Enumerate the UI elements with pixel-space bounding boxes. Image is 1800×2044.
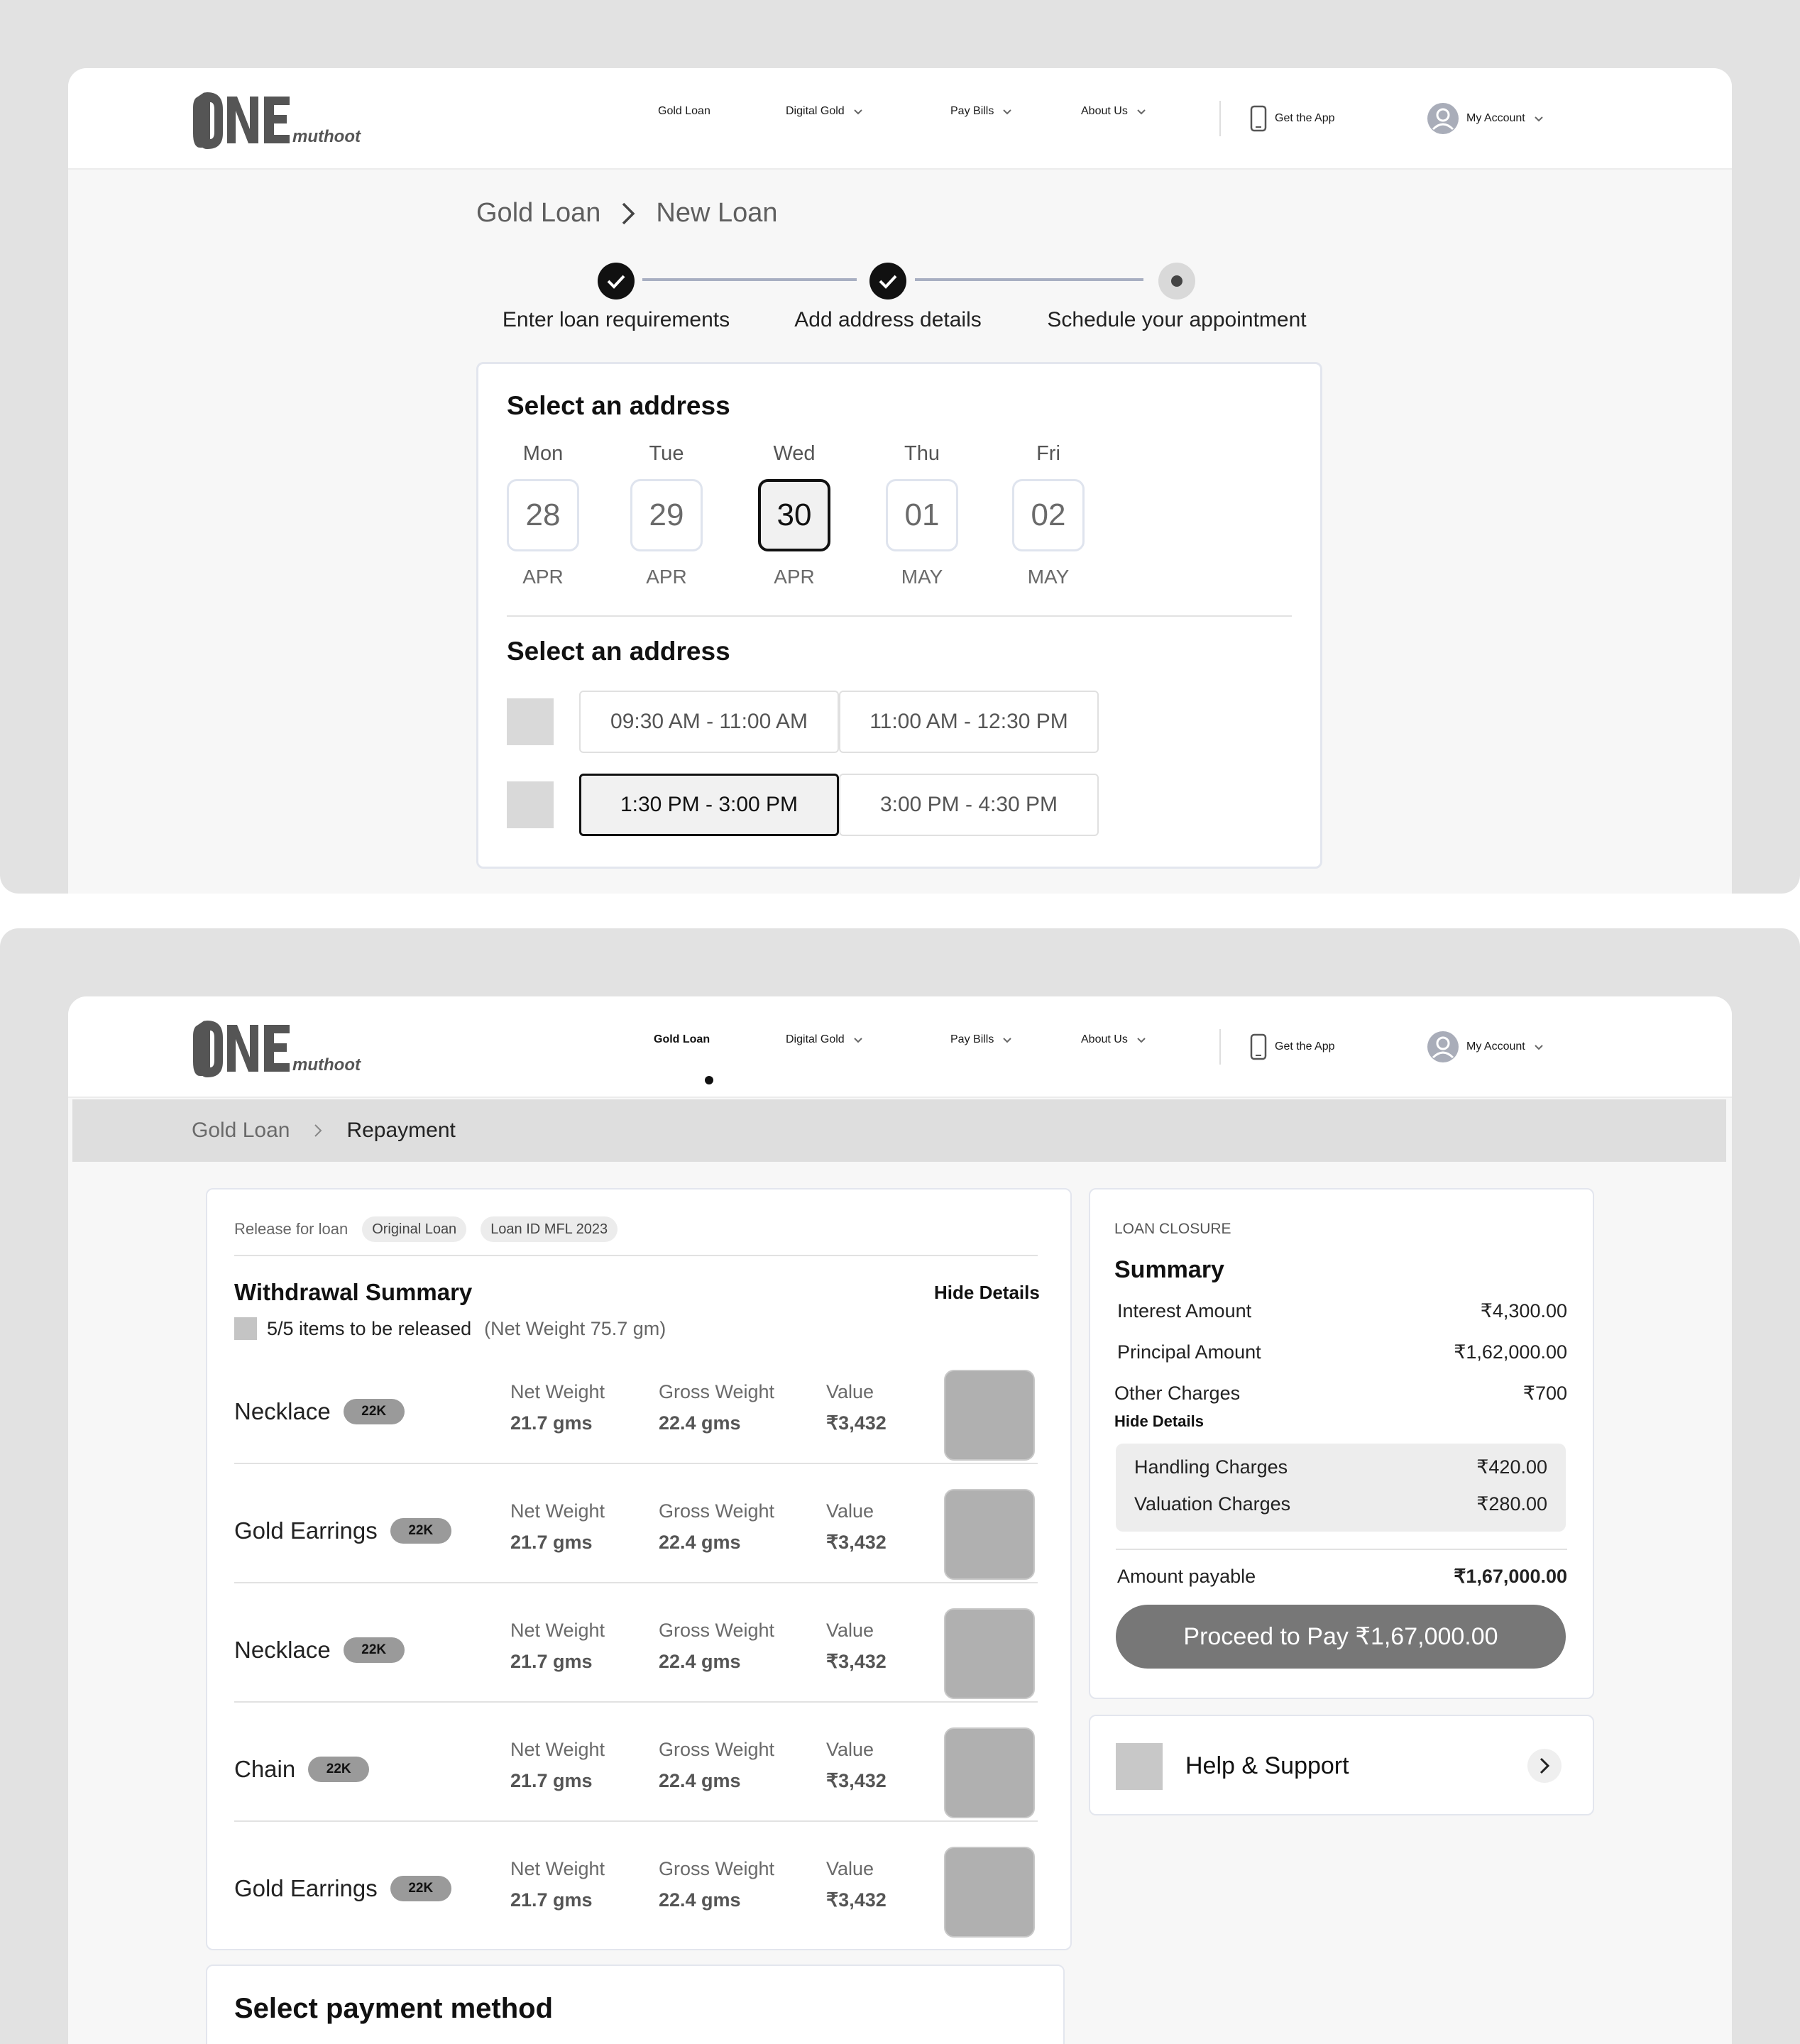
nav-pay-bills-label: Pay Bills: [950, 105, 994, 117]
loan-closure-eyebrow: LOAN CLOSURE: [1114, 1221, 1231, 1237]
net-weight-label: Net Weight: [510, 1620, 605, 1641]
value-amount: ₹3,432: [826, 1532, 887, 1553]
value-amount: ₹3,432: [826, 1651, 887, 1672]
net-weight-value: 21.7 gms: [510, 1651, 593, 1672]
payable-label: Amount payable: [1117, 1566, 1256, 1587]
day-name: Mon: [522, 442, 564, 465]
select-all-checkbox[interactable]: [234, 1317, 257, 1340]
divider: [234, 1701, 1038, 1703]
nav-digital-gold[interactable]: [786, 1033, 865, 1046]
other-charges-label: Other Charges: [1114, 1383, 1241, 1404]
step-1-label: Enter loan requirements: [502, 308, 730, 331]
nav-divider: [1219, 1029, 1221, 1065]
day-name: Thu: [904, 442, 940, 465]
item-image: [944, 1370, 1035, 1461]
chevron-right-icon: [314, 1123, 322, 1138]
interest-label: Interest Amount: [1117, 1300, 1252, 1322]
nav-about-us-label: About Us: [1081, 105, 1128, 117]
payable-value: ₹1,67,000.00: [1454, 1566, 1567, 1587]
valuation-row: [1134, 1493, 1547, 1515]
app-window: [68, 996, 1732, 2044]
other-charges-row: [1114, 1383, 1567, 1405]
valuation-value: ₹280.00: [1476, 1493, 1547, 1515]
step-2-done: [869, 263, 906, 300]
hide-details-link[interactable]: Hide Details: [1114, 1412, 1204, 1430]
avatar-icon: [1427, 102, 1459, 135]
nav-my-account-label: My Account: [1466, 112, 1525, 124]
app-window: [68, 68, 1732, 894]
nav-digital-gold[interactable]: [786, 105, 865, 118]
slot-1330-selected[interactable]: 1:30 PM - 3:00 PM: [579, 774, 839, 836]
avatar-icon: [1427, 1031, 1459, 1063]
day-month: MAY: [1027, 566, 1070, 588]
breadcrumb-parent[interactable]: Gold Loan: [476, 198, 601, 228]
help-support-card[interactable]: [1089, 1715, 1594, 1815]
divider: [234, 1820, 1038, 1822]
nav-about-us[interactable]: [1081, 105, 1148, 118]
nav-get-app-label: Get the App: [1275, 1040, 1335, 1053]
divider: [507, 615, 1292, 617]
nav-pay-bills-label: Pay Bills: [950, 1033, 994, 1045]
breadcrumb-current: New Loan: [656, 198, 778, 228]
active-indicator: [705, 1076, 713, 1084]
item-name-text: Necklace: [234, 1398, 331, 1424]
day-30-selected[interactable]: 30: [758, 479, 830, 551]
chevron-down-icon: [1135, 1033, 1148, 1046]
loan-id-tag: Loan ID MFL 2023: [481, 1216, 618, 1242]
chevron-down-icon: [1532, 112, 1545, 125]
nav-my-account[interactable]: [1427, 102, 1545, 135]
original-loan-tag: Original Loan: [362, 1216, 466, 1242]
slot-row-icon: [507, 781, 554, 828]
day-29[interactable]: 29: [630, 479, 703, 551]
nav-gold-loan-label: Gold Loan: [658, 105, 710, 117]
karat-badge: 22K: [390, 1876, 451, 1901]
check-icon: [598, 263, 635, 300]
net-weight-label: Net Weight: [510, 1500, 605, 1522]
item-name: [234, 1517, 451, 1544]
hide-details-link[interactable]: Hide Details: [934, 1282, 1040, 1303]
item-image: [944, 1727, 1035, 1818]
day-month: MAY: [901, 566, 943, 588]
gross-weight-value: 22.4 gms: [659, 1651, 741, 1672]
release-label: Release for loan: [234, 1220, 349, 1238]
handling-row: [1134, 1456, 1547, 1478]
handling-value: ₹420.00: [1476, 1456, 1547, 1478]
nav-pay-bills[interactable]: [950, 105, 1014, 118]
dot-icon: [1158, 263, 1195, 300]
divider: [234, 1255, 1038, 1256]
help-icon: [1116, 1743, 1163, 1790]
nav-gold-loan-label: Gold Loan: [654, 1033, 710, 1045]
payable-row: [1117, 1566, 1567, 1588]
breadcrumb: [72, 1099, 1726, 1162]
interest-row: [1117, 1300, 1567, 1322]
item-name: [234, 1637, 405, 1664]
interest-value: ₹4,300.00: [1480, 1300, 1567, 1322]
value-label: Value: [826, 1381, 874, 1402]
karat-badge: 22K: [390, 1518, 451, 1544]
net-weight-label: Net Weight: [510, 1858, 605, 1879]
gross-weight-value: 22.4 gms: [659, 1412, 741, 1434]
nav-about-us[interactable]: [1081, 1033, 1148, 1046]
payment-method-title: Select payment method: [234, 1993, 554, 2024]
list-item: [234, 1475, 1038, 1594]
phone-icon: [1249, 105, 1268, 132]
net-weight-value: 21.7 gms: [510, 1770, 593, 1791]
slot-0930[interactable]: 09:30 AM - 11:00 AM: [579, 691, 839, 753]
withdrawal-title: Withdrawal Summary: [234, 1279, 473, 1305]
principal-row: [1117, 1341, 1567, 1363]
item-name-text: Gold Earrings: [234, 1875, 378, 1901]
breadcrumb-parent[interactable]: Gold Loan: [192, 1119, 290, 1142]
time-section-title: Select an address: [507, 637, 730, 666]
nav-get-app[interactable]: [1249, 105, 1335, 132]
nav-gold-loan-active[interactable]: [654, 1033, 710, 1046]
item-image: [944, 1489, 1035, 1580]
nav-pay-bills[interactable]: [950, 1033, 1014, 1046]
divider: [234, 1582, 1038, 1583]
list-item: [234, 1713, 1038, 1833]
charges-breakdown: [1116, 1444, 1566, 1532]
karat-badge: 22K: [308, 1757, 369, 1782]
gross-weight-value: 22.4 gms: [659, 1532, 741, 1553]
nav-my-account-label: My Account: [1466, 1040, 1525, 1053]
one-muthoot-logo[interactable]: [192, 1018, 376, 1079]
date-section-title: Select an address: [507, 391, 730, 420]
slot-1100[interactable]: 11:00 AM - 12:30 PM: [839, 691, 1099, 753]
karat-badge: 22K: [344, 1399, 405, 1424]
net-weight-label: Net Weight: [510, 1381, 605, 1402]
breadcrumb: [476, 198, 778, 229]
divider: [1116, 1549, 1567, 1550]
nav-gold-loan[interactable]: [658, 105, 710, 118]
net-weight-value: 21.7 gms: [510, 1889, 593, 1911]
withdrawal-card: [206, 1188, 1072, 1950]
slot-1500[interactable]: 3:00 PM - 4:30 PM: [839, 774, 1099, 836]
proceed-to-pay-button[interactable]: Proceed to Pay ₹1,67,000.00: [1116, 1605, 1566, 1669]
item-name: [234, 1875, 451, 1902]
step-connector: [915, 278, 1143, 281]
day-name: Tue: [649, 442, 684, 465]
chevron-right-icon[interactable]: [1527, 1749, 1562, 1783]
svg-text:muthoot: muthoot: [292, 1055, 361, 1075]
screen-new-loan: [0, 0, 1800, 894]
top-header: [68, 996, 1732, 1098]
release-count-row: [234, 1317, 666, 1340]
summary-title: Summary: [1114, 1256, 1224, 1283]
item-name-text: Chain: [234, 1756, 296, 1782]
day-02[interactable]: 02: [1012, 479, 1085, 551]
nav-my-account[interactable]: [1427, 1031, 1545, 1063]
day-month: APR: [646, 566, 687, 588]
gross-weight-label: Gross Weight: [659, 1500, 775, 1522]
value-amount: ₹3,432: [826, 1889, 887, 1911]
day-01[interactable]: 01: [886, 479, 958, 551]
gross-weight-value: 22.4 gms: [659, 1770, 741, 1791]
chevron-down-icon: [1532, 1040, 1545, 1053]
net-weight-total: (Net Weight 75.7 gm): [484, 1317, 666, 1339]
chevron-down-icon: [1135, 105, 1148, 118]
karat-badge: 22K: [344, 1637, 405, 1663]
day-name: Fri: [1036, 442, 1060, 465]
net-weight-value: 21.7 gms: [510, 1532, 593, 1553]
svg-text:muthoot: muthoot: [292, 127, 361, 146]
step-1-done: [598, 263, 635, 300]
value-label: Value: [826, 1858, 874, 1879]
check-icon: [869, 263, 906, 300]
divider: [234, 1463, 1038, 1464]
item-name-text: Gold Earrings: [234, 1517, 378, 1544]
nav-get-app-label: Get the App: [1275, 112, 1335, 124]
list-item: [234, 1356, 1038, 1475]
screen-repayment: [0, 928, 1800, 2044]
chevron-down-icon: [1001, 1033, 1014, 1046]
breadcrumb-current: Repayment: [346, 1119, 456, 1142]
item-name-text: Necklace: [234, 1637, 331, 1663]
summary-card: [1089, 1188, 1594, 1699]
gross-weight-label: Gross Weight: [659, 1620, 775, 1641]
gross-weight-value: 22.4 gms: [659, 1889, 741, 1911]
nav-divider: [1219, 101, 1221, 136]
gross-weight-label: Gross Weight: [659, 1739, 775, 1760]
step-connector: [642, 278, 857, 281]
chevron-down-icon: [1001, 105, 1014, 118]
value-label: Value: [826, 1739, 874, 1760]
value-amount: ₹3,432: [826, 1412, 887, 1434]
principal-label: Principal Amount: [1117, 1341, 1261, 1363]
nav-digital-gold-label: Digital Gold: [786, 1033, 845, 1045]
net-weight-label: Net Weight: [510, 1739, 605, 1760]
step-3-label: Schedule your appointment: [1047, 308, 1307, 331]
item-name: [234, 1398, 405, 1425]
item-image: [944, 1608, 1035, 1699]
slot-row-icon: [507, 698, 554, 745]
net-weight-value: 21.7 gms: [510, 1412, 593, 1434]
item-name: [234, 1756, 369, 1783]
value-label: Value: [826, 1620, 874, 1641]
list-item: [234, 1594, 1038, 1713]
other-charges-value: ₹700: [1522, 1383, 1567, 1404]
handling-label: Handling Charges: [1134, 1456, 1288, 1478]
value-amount: ₹3,432: [826, 1770, 887, 1791]
top-header: [68, 68, 1732, 170]
gross-weight-label: Gross Weight: [659, 1381, 775, 1402]
step-3-current: [1158, 263, 1195, 300]
chevron-down-icon: [852, 1033, 865, 1046]
nav-about-us-label: About Us: [1081, 1033, 1128, 1045]
nav-digital-gold-label: Digital Gold: [786, 105, 845, 117]
release-row: [234, 1216, 618, 1242]
item-image: [944, 1847, 1035, 1938]
day-28[interactable]: 28: [507, 479, 579, 551]
phone-icon: [1249, 1033, 1268, 1060]
appointment-card: [476, 362, 1322, 869]
help-support-label: Help & Support: [1185, 1752, 1349, 1779]
value-label: Value: [826, 1500, 874, 1522]
nav-get-app[interactable]: [1249, 1033, 1335, 1060]
day-month: APR: [774, 566, 815, 588]
valuation-label: Valuation Charges: [1134, 1493, 1291, 1515]
payment-method-card: [206, 1965, 1065, 2044]
one-muthoot-logo[interactable]: [192, 89, 376, 150]
chevron-down-icon: [852, 105, 865, 118]
release-count: 5/5 items to be released: [267, 1317, 472, 1339]
list-item: [234, 1833, 1038, 1952]
gross-weight-label: Gross Weight: [659, 1858, 775, 1879]
principal-value: ₹1,62,000.00: [1454, 1341, 1567, 1363]
day-month: APR: [522, 566, 564, 588]
chevron-right-icon: [620, 201, 636, 226]
step-2-label: Add address details: [794, 308, 982, 331]
day-name: Wed: [773, 442, 816, 465]
